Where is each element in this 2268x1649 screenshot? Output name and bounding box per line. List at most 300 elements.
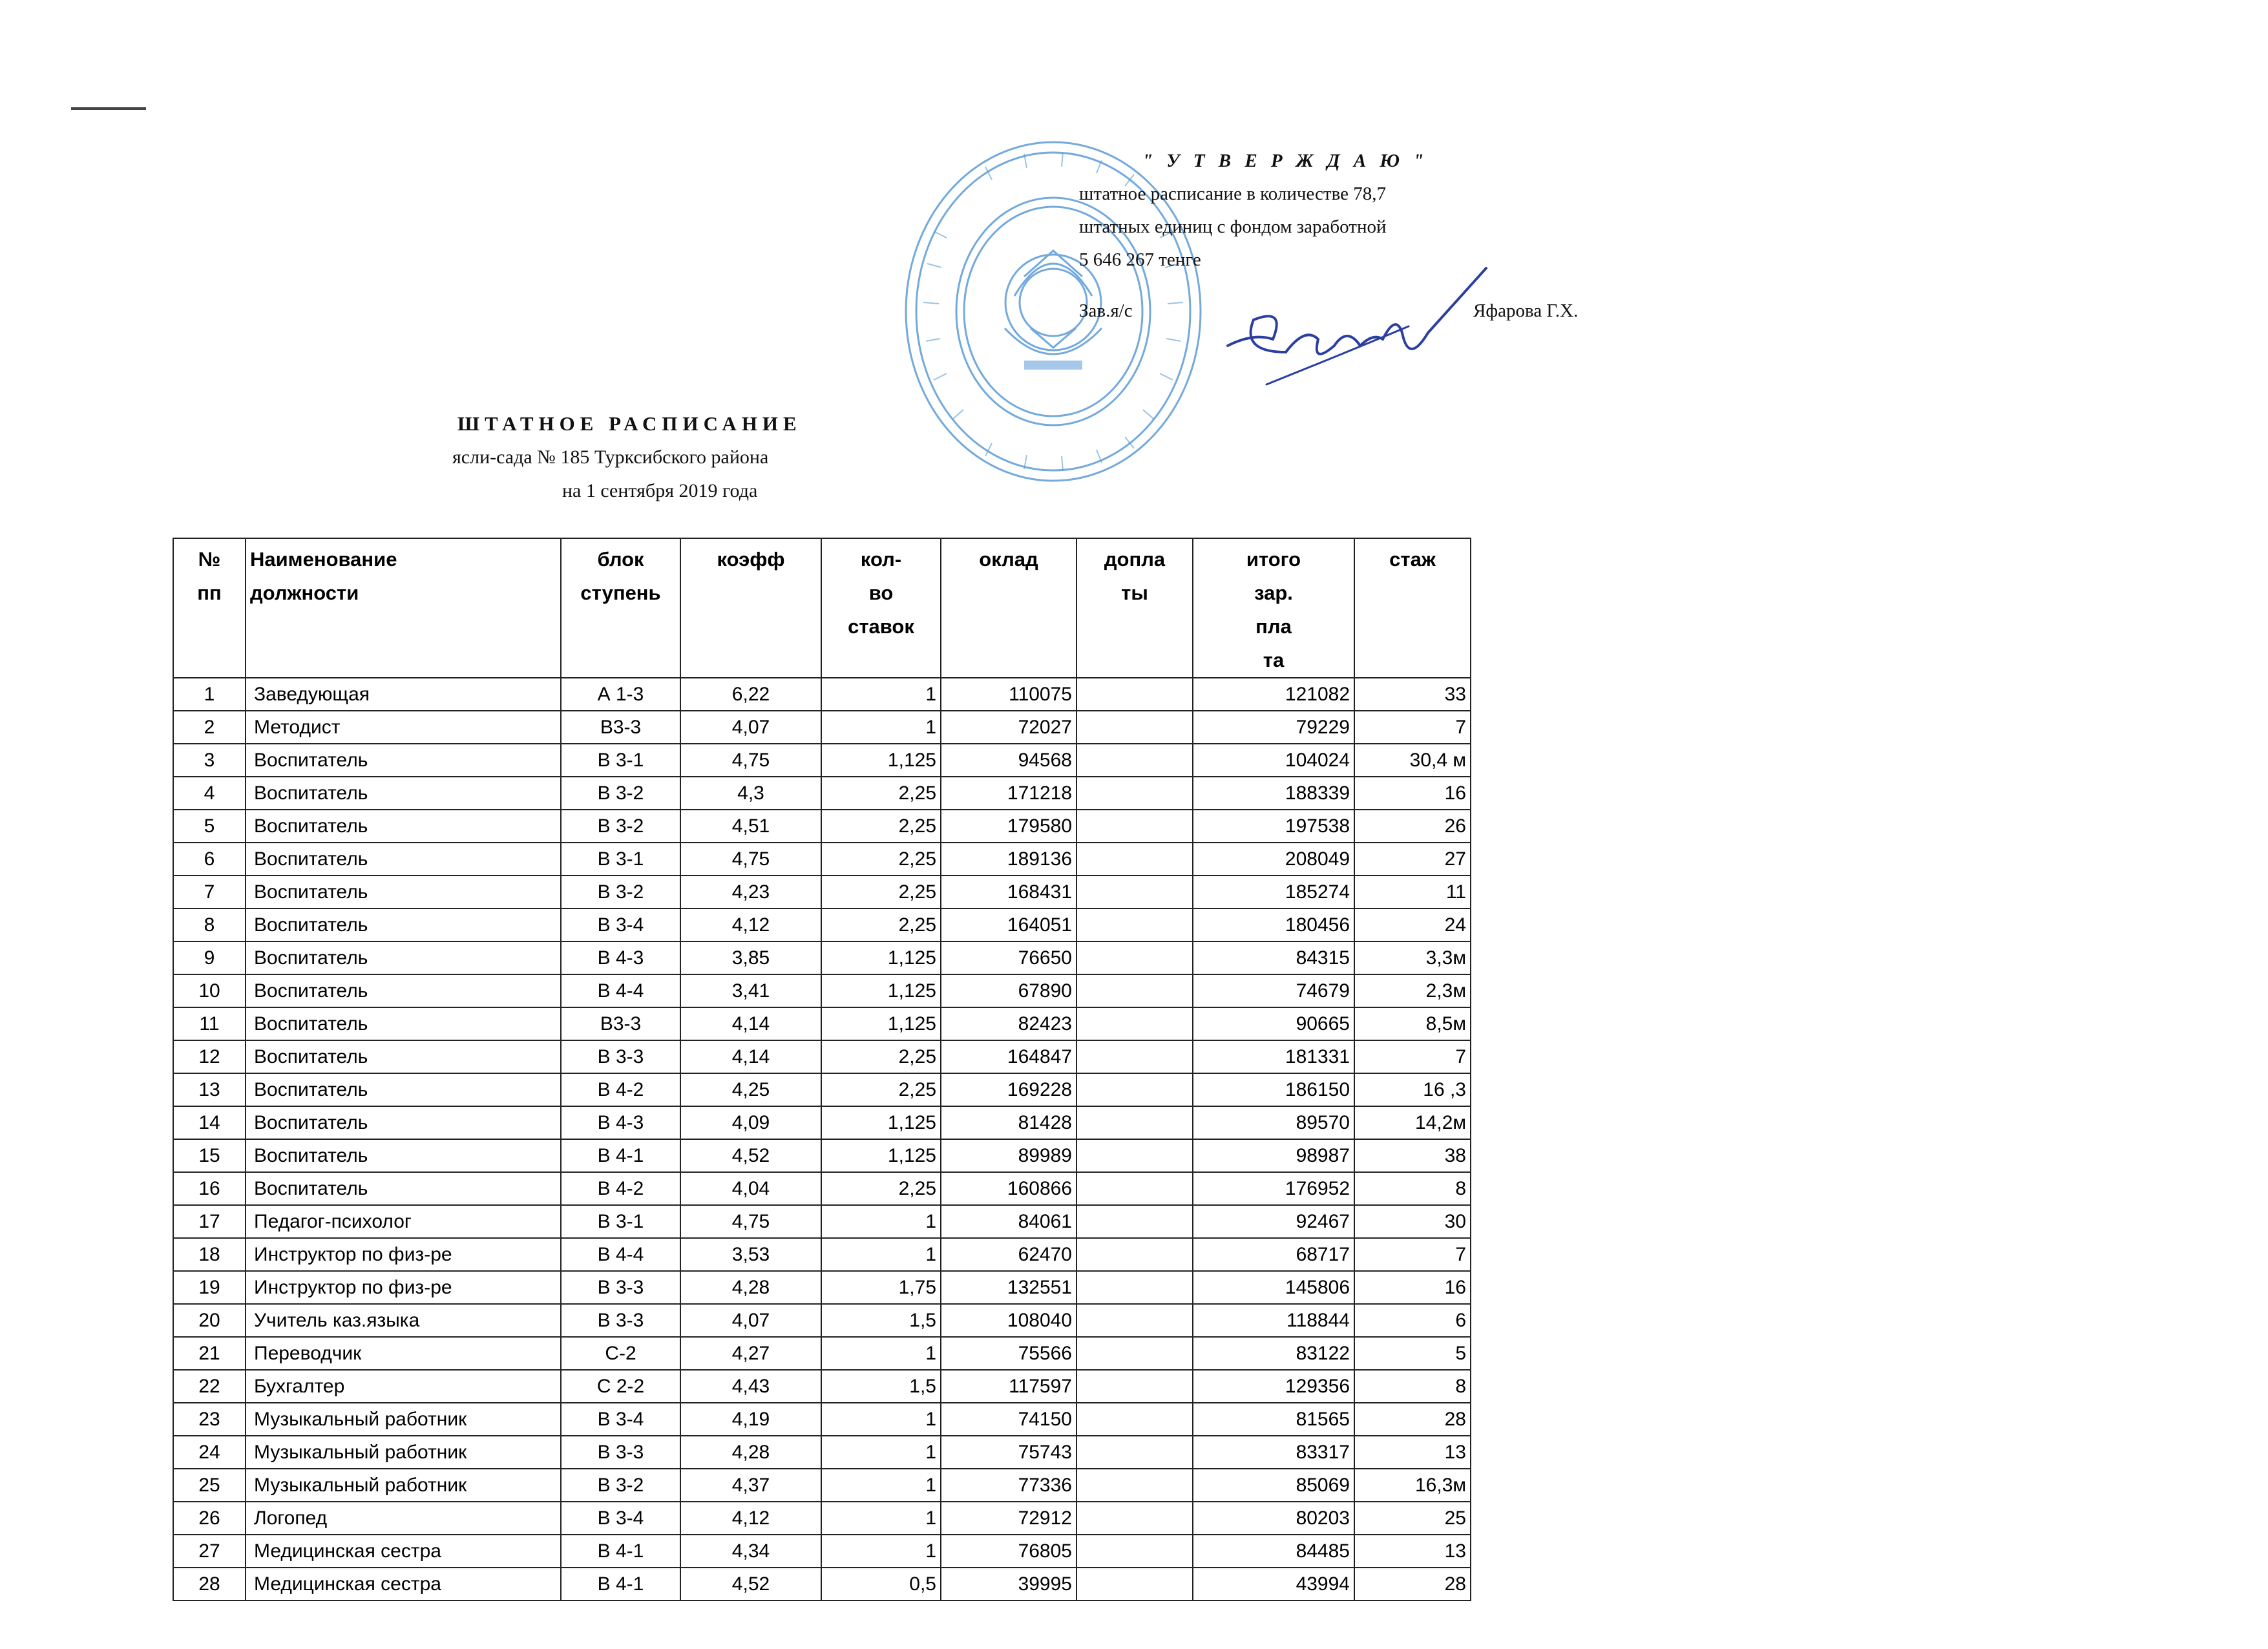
cell-tenure: 16 ,3 bbox=[1354, 1073, 1471, 1106]
cell-row-number: 9 bbox=[173, 941, 246, 974]
table-row bbox=[173, 909, 1471, 941]
cell-position-name: Воспитатель bbox=[246, 744, 561, 777]
cell-row-number: 4 bbox=[173, 777, 246, 810]
cell-extra-pay bbox=[1076, 1271, 1193, 1304]
cell-tenure: 26 bbox=[1354, 810, 1471, 843]
cell-rates-count: 2,25 bbox=[821, 777, 941, 810]
cell-coefficient: 4,14 bbox=[680, 1040, 821, 1073]
cell-base-salary: 75566 bbox=[941, 1337, 1076, 1370]
cell-position-name: Инструктор по физ-ре bbox=[246, 1238, 561, 1271]
cell-tenure: 13 bbox=[1354, 1535, 1471, 1568]
table-row bbox=[173, 1304, 1471, 1337]
cell-block-grade: В 3-1 bbox=[561, 1205, 680, 1238]
table-row bbox=[173, 1007, 1471, 1040]
header-num: № пп bbox=[173, 538, 246, 678]
cell-coefficient: 4,28 bbox=[680, 1271, 821, 1304]
cell-base-salary: 76805 bbox=[941, 1535, 1076, 1568]
cell-block-grade: В 3-1 bbox=[561, 843, 680, 876]
approval-position: Зав.я/с bbox=[1079, 300, 1133, 321]
cell-tenure: 24 bbox=[1354, 909, 1471, 941]
cell-position-name: Учитель каз.языка bbox=[246, 1304, 561, 1337]
table-row bbox=[173, 974, 1471, 1007]
cell-total-pay: 92467 bbox=[1193, 1205, 1354, 1238]
cell-rates-count: 2,25 bbox=[821, 909, 941, 941]
cell-position-name: Воспитатель bbox=[246, 1139, 561, 1172]
cell-coefficient: 3,85 bbox=[680, 941, 821, 974]
cell-total-pay: 185274 bbox=[1193, 876, 1354, 909]
table-row bbox=[173, 1271, 1471, 1304]
cell-position-name: Воспитатель bbox=[246, 876, 561, 909]
cell-total-pay: 83317 bbox=[1193, 1436, 1354, 1469]
header-coef: коэфф bbox=[680, 538, 821, 678]
cell-rates-count: 2,25 bbox=[821, 1040, 941, 1073]
cell-extra-pay bbox=[1076, 1337, 1193, 1370]
cell-row-number: 28 bbox=[173, 1568, 246, 1601]
table-row bbox=[173, 1172, 1471, 1205]
cell-base-salary: 110075 bbox=[941, 678, 1076, 711]
cell-total-pay: 43994 bbox=[1193, 1568, 1354, 1601]
cell-coefficient: 4,34 bbox=[680, 1535, 821, 1568]
cell-row-number: 10 bbox=[173, 974, 246, 1007]
cell-position-name: Заведующая bbox=[246, 678, 561, 711]
header-salary: оклад bbox=[941, 538, 1076, 678]
cell-extra-pay bbox=[1076, 1040, 1193, 1073]
cell-position-name: Воспитатель bbox=[246, 941, 561, 974]
handwritten-signature bbox=[1215, 255, 1506, 391]
cell-rates-count: 1,5 bbox=[821, 1370, 941, 1403]
cell-block-grade: А 1-3 bbox=[561, 678, 680, 711]
cell-extra-pay bbox=[1076, 1106, 1193, 1139]
cell-extra-pay bbox=[1076, 744, 1193, 777]
cell-block-grade: В 3-3 bbox=[561, 1271, 680, 1304]
cell-base-salary: 160866 bbox=[941, 1172, 1076, 1205]
cell-extra-pay bbox=[1076, 1073, 1193, 1106]
cell-coefficient: 6,22 bbox=[680, 678, 821, 711]
cell-rates-count: 1 bbox=[821, 1469, 941, 1502]
cell-block-grade: С-2 bbox=[561, 1337, 680, 1370]
cell-tenure: 2,3м bbox=[1354, 974, 1471, 1007]
cell-position-name: Музыкальный работник bbox=[246, 1436, 561, 1469]
cell-coefficient: 4,14 bbox=[680, 1007, 821, 1040]
cell-block-grade: В 3-3 bbox=[561, 1436, 680, 1469]
cell-tenure: 3,3м bbox=[1354, 941, 1471, 974]
cell-total-pay: 83122 bbox=[1193, 1337, 1354, 1370]
cell-total-pay: 176952 bbox=[1193, 1172, 1354, 1205]
cell-total-pay: 197538 bbox=[1193, 810, 1354, 843]
cell-extra-pay bbox=[1076, 1139, 1193, 1172]
cell-coefficient: 4,19 bbox=[680, 1403, 821, 1436]
cell-row-number: 21 bbox=[173, 1337, 246, 1370]
cell-block-grade: В 3-4 bbox=[561, 909, 680, 941]
approval-line-2: штатных единиц с фондом заработной bbox=[1079, 216, 1387, 237]
cell-extra-pay bbox=[1076, 909, 1193, 941]
organization-name: ясли-сада № 185 Турксибского района bbox=[452, 446, 769, 468]
cell-tenure: 8 bbox=[1354, 1172, 1471, 1205]
cell-row-number: 14 bbox=[173, 1106, 246, 1139]
cell-base-salary: 75743 bbox=[941, 1436, 1076, 1469]
cell-rates-count: 1 bbox=[821, 1436, 941, 1469]
cell-position-name: Воспитатель bbox=[246, 777, 561, 810]
cell-coefficient: 4,25 bbox=[680, 1073, 821, 1106]
cell-block-grade: В 3-2 bbox=[561, 810, 680, 843]
cell-base-salary: 76650 bbox=[941, 941, 1076, 974]
table-row bbox=[173, 1073, 1471, 1106]
cell-tenure: 33 bbox=[1354, 678, 1471, 711]
cell-block-grade: В 3-4 bbox=[561, 1502, 680, 1535]
cell-block-grade: В 3-2 bbox=[561, 876, 680, 909]
cell-tenure: 16 bbox=[1354, 1271, 1471, 1304]
cell-extra-pay bbox=[1076, 1436, 1193, 1469]
cell-row-number: 13 bbox=[173, 1073, 246, 1106]
table-row bbox=[173, 1238, 1471, 1271]
header-total: итого зар. пла та bbox=[1193, 538, 1354, 678]
cell-row-number: 25 bbox=[173, 1469, 246, 1502]
cell-base-salary: 132551 bbox=[941, 1271, 1076, 1304]
cell-row-number: 27 bbox=[173, 1535, 246, 1568]
cell-base-salary: 82423 bbox=[941, 1007, 1076, 1040]
cell-coefficient: 4,37 bbox=[680, 1469, 821, 1502]
cell-extra-pay bbox=[1076, 1370, 1193, 1403]
table-row bbox=[173, 1106, 1471, 1139]
cell-total-pay: 68717 bbox=[1193, 1238, 1354, 1271]
table-row bbox=[173, 1403, 1471, 1436]
table-row bbox=[173, 1535, 1471, 1568]
cell-extra-pay bbox=[1076, 1535, 1193, 1568]
cell-extra-pay bbox=[1076, 1469, 1193, 1502]
cell-position-name: Воспитатель bbox=[246, 843, 561, 876]
cell-base-salary: 72027 bbox=[941, 711, 1076, 744]
cell-total-pay: 129356 bbox=[1193, 1370, 1354, 1403]
cell-position-name: Воспитатель bbox=[246, 1073, 561, 1106]
cell-base-salary: 164847 bbox=[941, 1040, 1076, 1073]
cell-position-name: Педагог-психолог bbox=[246, 1205, 561, 1238]
cell-row-number: 19 bbox=[173, 1271, 246, 1304]
cell-position-name: Музыкальный работник bbox=[246, 1469, 561, 1502]
cell-tenure: 16,3м bbox=[1354, 1469, 1471, 1502]
cell-tenure: 13 bbox=[1354, 1436, 1471, 1469]
table-row bbox=[173, 711, 1471, 744]
cell-tenure: 5 bbox=[1354, 1337, 1471, 1370]
cell-total-pay: 145806 bbox=[1193, 1271, 1354, 1304]
cell-row-number: 3 bbox=[173, 744, 246, 777]
cell-row-number: 1 bbox=[173, 678, 246, 711]
cell-position-name: Воспитатель bbox=[246, 909, 561, 941]
cell-base-salary: 84061 bbox=[941, 1205, 1076, 1238]
cell-total-pay: 181331 bbox=[1193, 1040, 1354, 1073]
cell-rates-count: 2,25 bbox=[821, 876, 941, 909]
cell-extra-pay bbox=[1076, 974, 1193, 1007]
cell-row-number: 26 bbox=[173, 1502, 246, 1535]
cell-rates-count: 2,25 bbox=[821, 1172, 941, 1205]
cell-base-salary: 189136 bbox=[941, 843, 1076, 876]
cell-total-pay: 74679 bbox=[1193, 974, 1354, 1007]
cell-position-name: Бухгалтер bbox=[246, 1370, 561, 1403]
staff-schedule-table bbox=[173, 538, 1471, 1601]
cell-rates-count: 1 bbox=[821, 1337, 941, 1370]
cell-row-number: 24 bbox=[173, 1436, 246, 1469]
table-row bbox=[173, 1568, 1471, 1601]
cell-row-number: 17 bbox=[173, 1205, 246, 1238]
cell-extra-pay bbox=[1076, 1172, 1193, 1205]
cell-position-name: Переводчик bbox=[246, 1337, 561, 1370]
cell-rates-count: 1 bbox=[821, 1205, 941, 1238]
cell-base-salary: 62470 bbox=[941, 1238, 1076, 1271]
cell-tenure: 6 bbox=[1354, 1304, 1471, 1337]
cell-row-number: 18 bbox=[173, 1238, 246, 1271]
cell-total-pay: 90665 bbox=[1193, 1007, 1354, 1040]
cell-coefficient: 3,53 bbox=[680, 1238, 821, 1271]
cell-rates-count: 1,75 bbox=[821, 1271, 941, 1304]
cell-tenure: 11 bbox=[1354, 876, 1471, 909]
header-extra: допла ты bbox=[1076, 538, 1193, 678]
cell-row-number: 12 bbox=[173, 1040, 246, 1073]
cell-coefficient: 4,12 bbox=[680, 1502, 821, 1535]
cell-rates-count: 1,125 bbox=[821, 1106, 941, 1139]
cell-coefficient: 4,75 bbox=[680, 843, 821, 876]
cell-block-grade: В 3-2 bbox=[561, 777, 680, 810]
cell-base-salary: 72912 bbox=[941, 1502, 1076, 1535]
document-title-block bbox=[414, 407, 930, 508]
cell-tenure: 14,2м bbox=[1354, 1106, 1471, 1139]
cell-position-name: Музыкальный работник bbox=[246, 1403, 561, 1436]
table-row bbox=[173, 1139, 1471, 1172]
cell-base-salary: 168431 bbox=[941, 876, 1076, 909]
cell-extra-pay bbox=[1076, 1403, 1193, 1436]
cell-block-grade: В 3-3 bbox=[561, 1304, 680, 1337]
cell-block-grade: В 3-4 bbox=[561, 1403, 680, 1436]
header-block: блок ступень bbox=[561, 538, 680, 678]
cell-position-name: Воспитатель bbox=[246, 974, 561, 1007]
table-row bbox=[173, 1040, 1471, 1073]
cell-base-salary: 74150 bbox=[941, 1403, 1076, 1436]
cell-extra-pay bbox=[1076, 1205, 1193, 1238]
cell-block-grade: В3-3 bbox=[561, 711, 680, 744]
cell-tenure: 7 bbox=[1354, 1040, 1471, 1073]
cell-tenure: 7 bbox=[1354, 711, 1471, 744]
cell-rates-count: 2,25 bbox=[821, 843, 941, 876]
cell-total-pay: 188339 bbox=[1193, 777, 1354, 810]
cell-tenure: 30,4 м bbox=[1354, 744, 1471, 777]
cell-total-pay: 118844 bbox=[1193, 1304, 1354, 1337]
header-rates: кол- во ставок bbox=[821, 538, 941, 678]
cell-block-grade: В 4-3 bbox=[561, 1106, 680, 1139]
cell-coefficient: 4,12 bbox=[680, 909, 821, 941]
cell-total-pay: 79229 bbox=[1193, 711, 1354, 744]
cell-total-pay: 186150 bbox=[1193, 1073, 1354, 1106]
table-row bbox=[173, 810, 1471, 843]
cell-row-number: 8 bbox=[173, 909, 246, 941]
document-title: ШТАТНОЕ РАСПИСАНИЕ bbox=[457, 412, 802, 435]
cell-rates-count: 1 bbox=[821, 1238, 941, 1271]
cell-base-salary: 117597 bbox=[941, 1370, 1076, 1403]
document-date: на 1 сентября 2019 года bbox=[562, 480, 758, 501]
cell-tenure: 8 bbox=[1354, 1370, 1471, 1403]
cell-extra-pay bbox=[1076, 1568, 1193, 1601]
cell-tenure: 25 bbox=[1354, 1502, 1471, 1535]
cell-coefficient: 4,43 bbox=[680, 1370, 821, 1403]
cell-block-grade: С 2-2 bbox=[561, 1370, 680, 1403]
cell-row-number: 16 bbox=[173, 1172, 246, 1205]
cell-total-pay: 121082 bbox=[1193, 678, 1354, 711]
cell-total-pay: 89570 bbox=[1193, 1106, 1354, 1139]
cell-position-name: Воспитатель bbox=[246, 1106, 561, 1139]
cell-rates-count: 1 bbox=[821, 1403, 941, 1436]
cell-extra-pay bbox=[1076, 1502, 1193, 1535]
table-row bbox=[173, 1436, 1471, 1469]
cell-rates-count: 1,5 bbox=[821, 1304, 941, 1337]
cell-row-number: 6 bbox=[173, 843, 246, 876]
page-corner-mark bbox=[71, 107, 146, 110]
cell-coefficient: 4,51 bbox=[680, 810, 821, 843]
cell-total-pay: 84315 bbox=[1193, 941, 1354, 974]
cell-block-grade: В 4-1 bbox=[561, 1139, 680, 1172]
cell-block-grade: В 4-3 bbox=[561, 941, 680, 974]
cell-tenure: 30 bbox=[1354, 1205, 1471, 1238]
cell-rates-count: 1,125 bbox=[821, 1139, 941, 1172]
cell-block-grade: В 3-3 bbox=[561, 1040, 680, 1073]
cell-row-number: 15 bbox=[173, 1139, 246, 1172]
table-row bbox=[173, 1337, 1471, 1370]
cell-coefficient: 4,52 bbox=[680, 1568, 821, 1601]
cell-row-number: 11 bbox=[173, 1007, 246, 1040]
table-row bbox=[173, 1370, 1471, 1403]
table-row bbox=[173, 777, 1471, 810]
cell-position-name: Медицинская сестра bbox=[246, 1568, 561, 1601]
cell-position-name: Логопед bbox=[246, 1502, 561, 1535]
cell-rates-count: 0,5 bbox=[821, 1568, 941, 1601]
cell-tenure: 7 bbox=[1354, 1238, 1471, 1271]
header-name: Наименование должности bbox=[246, 538, 561, 678]
cell-row-number: 22 bbox=[173, 1370, 246, 1403]
cell-base-salary: 89989 bbox=[941, 1139, 1076, 1172]
cell-extra-pay bbox=[1076, 843, 1193, 876]
cell-rates-count: 1,125 bbox=[821, 974, 941, 1007]
cell-block-grade: В 4-2 bbox=[561, 1172, 680, 1205]
cell-coefficient: 4,75 bbox=[680, 744, 821, 777]
cell-total-pay: 81565 bbox=[1193, 1403, 1354, 1436]
cell-position-name: Воспитатель bbox=[246, 1007, 561, 1040]
cell-extra-pay bbox=[1076, 711, 1193, 744]
table-row bbox=[173, 843, 1471, 876]
approval-signatory-name: Яфарова Г.Х. bbox=[1473, 300, 1579, 321]
cell-row-number: 23 bbox=[173, 1403, 246, 1436]
approval-heading: " У Т В Е Р Ж Д А Ю " bbox=[1142, 151, 1429, 171]
cell-tenure: 8,5м bbox=[1354, 1007, 1471, 1040]
cell-position-name: Воспитатель bbox=[246, 1172, 561, 1205]
cell-tenure: 16 bbox=[1354, 777, 1471, 810]
cell-total-pay: 104024 bbox=[1193, 744, 1354, 777]
cell-rates-count: 1,125 bbox=[821, 1007, 941, 1040]
cell-row-number: 7 bbox=[173, 876, 246, 909]
cell-row-number: 5 bbox=[173, 810, 246, 843]
cell-coefficient: 4,27 bbox=[680, 1337, 821, 1370]
cell-rates-count: 1,125 bbox=[821, 941, 941, 974]
cell-tenure: 28 bbox=[1354, 1403, 1471, 1436]
table-row bbox=[173, 1469, 1471, 1502]
cell-extra-pay bbox=[1076, 1238, 1193, 1271]
cell-coefficient: 4,07 bbox=[680, 711, 821, 744]
header-tenure: стаж bbox=[1354, 538, 1471, 678]
cell-block-grade: В 3-1 bbox=[561, 744, 680, 777]
cell-extra-pay bbox=[1076, 1007, 1193, 1040]
table-row bbox=[173, 1502, 1471, 1535]
cell-total-pay: 208049 bbox=[1193, 843, 1354, 876]
cell-block-grade: В 4-1 bbox=[561, 1535, 680, 1568]
approval-line-1: штатное расписание в количестве 78,7 bbox=[1079, 184, 1386, 204]
cell-extra-pay bbox=[1076, 941, 1193, 974]
cell-block-grade: В 4-4 bbox=[561, 974, 680, 1007]
table-row bbox=[173, 678, 1471, 711]
cell-base-salary: 169228 bbox=[941, 1073, 1076, 1106]
cell-tenure: 38 bbox=[1354, 1139, 1471, 1172]
cell-coefficient: 4,07 bbox=[680, 1304, 821, 1337]
table-row bbox=[173, 744, 1471, 777]
cell-extra-pay bbox=[1076, 876, 1193, 909]
cell-base-salary: 67890 bbox=[941, 974, 1076, 1007]
cell-row-number: 2 bbox=[173, 711, 246, 744]
table-header-row bbox=[173, 538, 1471, 678]
table-row bbox=[173, 941, 1471, 974]
cell-coefficient: 4,23 bbox=[680, 876, 821, 909]
cell-total-pay: 85069 bbox=[1193, 1469, 1354, 1502]
table-row bbox=[173, 1205, 1471, 1238]
cell-block-grade: В 3-2 bbox=[561, 1469, 680, 1502]
cell-position-name: Методист bbox=[246, 711, 561, 744]
cell-coefficient: 3,41 bbox=[680, 974, 821, 1007]
cell-rates-count: 2,25 bbox=[821, 810, 941, 843]
approval-line-3: 5 646 267 тенге bbox=[1079, 249, 1201, 270]
cell-tenure: 27 bbox=[1354, 843, 1471, 876]
cell-extra-pay bbox=[1076, 777, 1193, 810]
cell-base-salary: 179580 bbox=[941, 810, 1076, 843]
cell-extra-pay bbox=[1076, 678, 1193, 711]
table-row bbox=[173, 876, 1471, 909]
cell-coefficient: 4,28 bbox=[680, 1436, 821, 1469]
cell-row-number: 20 bbox=[173, 1304, 246, 1337]
cell-base-salary: 164051 bbox=[941, 909, 1076, 941]
cell-rates-count: 1 bbox=[821, 1535, 941, 1568]
cell-total-pay: 80203 bbox=[1193, 1502, 1354, 1535]
cell-base-salary: 81428 bbox=[941, 1106, 1076, 1139]
cell-block-grade: В 4-4 bbox=[561, 1238, 680, 1271]
cell-position-name: Воспитатель bbox=[246, 1040, 561, 1073]
cell-base-salary: 171218 bbox=[941, 777, 1076, 810]
cell-extra-pay bbox=[1076, 810, 1193, 843]
cell-block-grade: В 4-1 bbox=[561, 1568, 680, 1601]
cell-coefficient: 4,75 bbox=[680, 1205, 821, 1238]
cell-position-name: Медицинская сестра bbox=[246, 1535, 561, 1568]
cell-total-pay: 98987 bbox=[1193, 1139, 1354, 1172]
cell-rates-count: 1 bbox=[821, 711, 941, 744]
cell-total-pay: 84485 bbox=[1193, 1535, 1354, 1568]
cell-rates-count: 2,25 bbox=[821, 1073, 941, 1106]
cell-position-name: Инструктор по физ-ре bbox=[246, 1271, 561, 1304]
cell-base-salary: 77336 bbox=[941, 1469, 1076, 1502]
cell-tenure: 28 bbox=[1354, 1568, 1471, 1601]
cell-rates-count: 1,125 bbox=[821, 744, 941, 777]
cell-base-salary: 39995 bbox=[941, 1568, 1076, 1601]
cell-position-name: Воспитатель bbox=[246, 810, 561, 843]
cell-block-grade: В 4-2 bbox=[561, 1073, 680, 1106]
cell-coefficient: 4,09 bbox=[680, 1106, 821, 1139]
cell-rates-count: 1 bbox=[821, 678, 941, 711]
cell-coefficient: 4,04 bbox=[680, 1172, 821, 1205]
cell-coefficient: 4,3 bbox=[680, 777, 821, 810]
cell-extra-pay bbox=[1076, 1304, 1193, 1337]
cell-base-salary: 94568 bbox=[941, 744, 1076, 777]
cell-total-pay: 180456 bbox=[1193, 909, 1354, 941]
cell-base-salary: 108040 bbox=[941, 1304, 1076, 1337]
